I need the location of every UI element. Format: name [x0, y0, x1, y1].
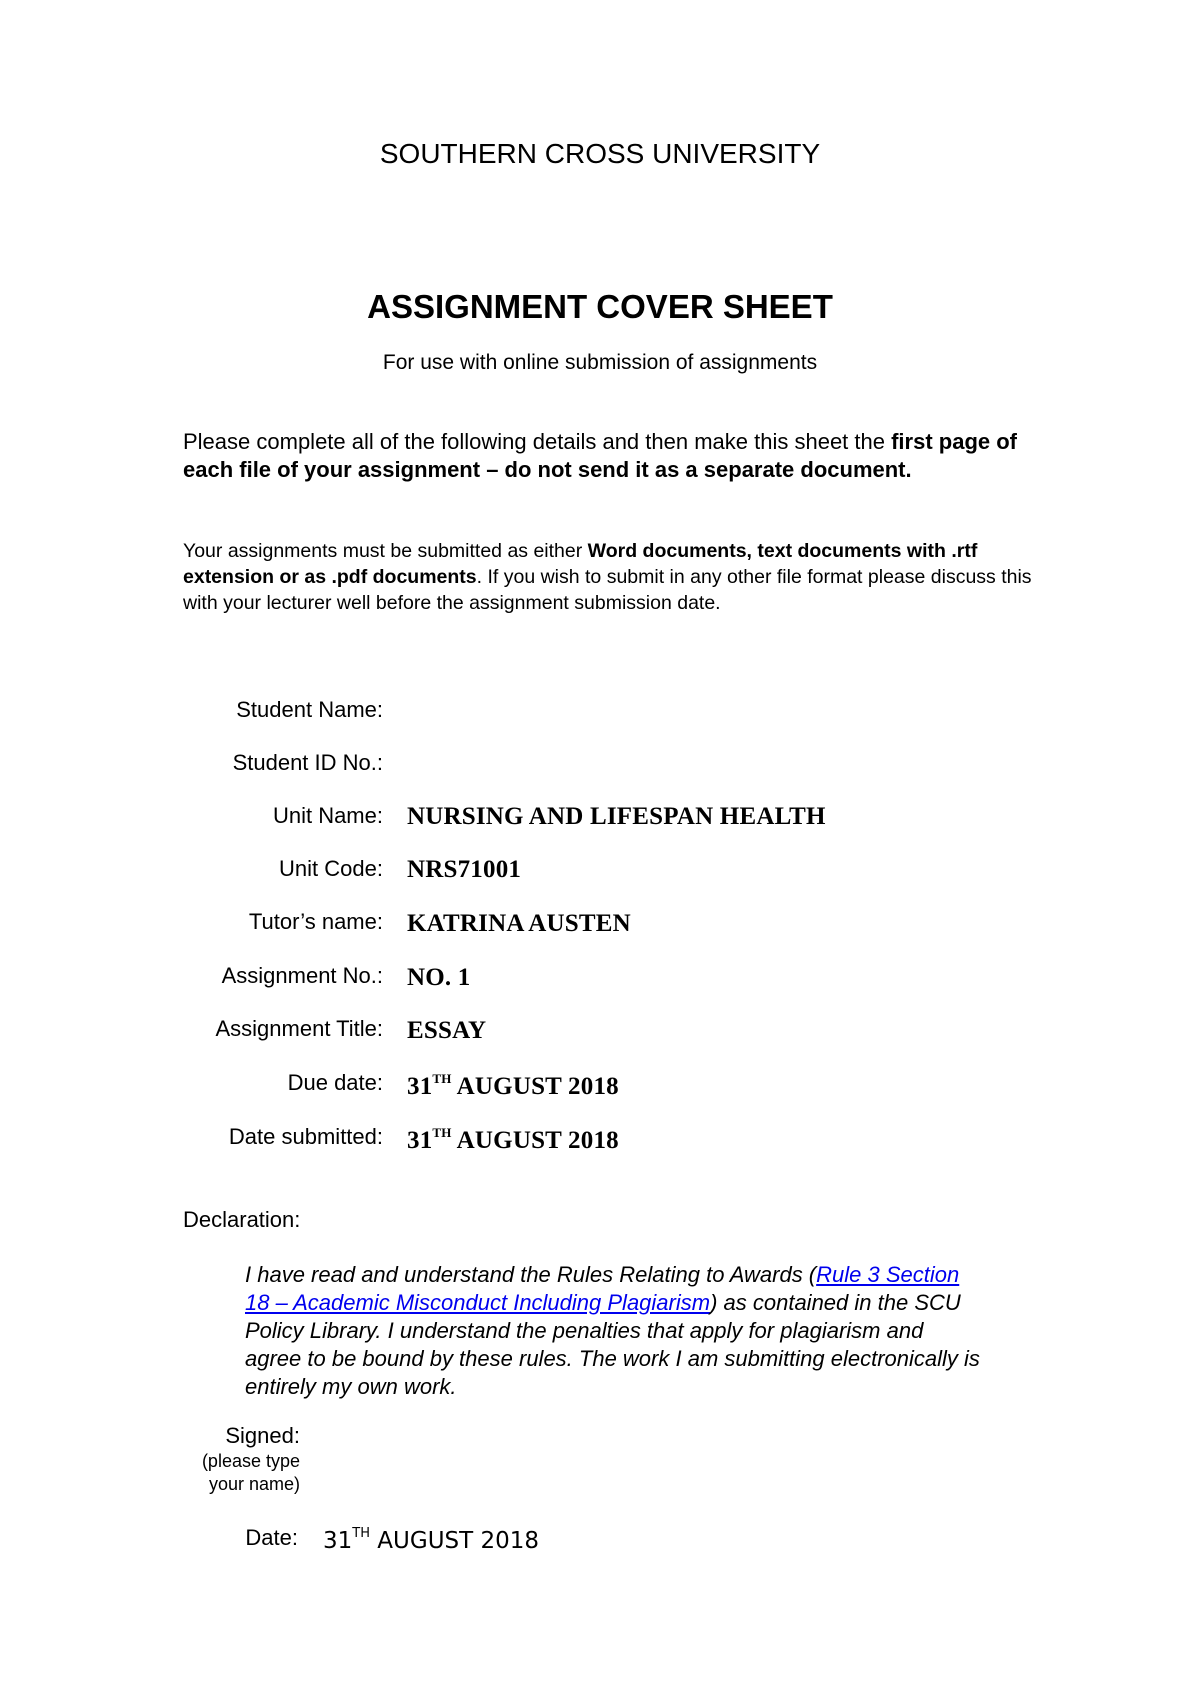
due-date-suffix: TH: [432, 1071, 452, 1086]
instruction-emphasis: first page of each file of your assignment – do not send it as a separate document.: [183, 429, 1017, 482]
unit-name-value: NURSING AND LIFESPAN HEALTH: [407, 803, 826, 830]
unit-name-label: Unit Name:: [272, 803, 383, 828]
assignment-title-label: Assignment Title:: [215, 1016, 383, 1041]
instruction-text: Please complete all of the following details and then make this sheet the: [183, 429, 892, 454]
format-paragraph: [183, 538, 1043, 616]
date-label: Date:: [245, 1525, 298, 1550]
declaration-text-start: I have read and understand the Rules Relating to Awards (: [245, 1262, 817, 1287]
page-title: ASSIGNMENT COVER SHEET: [367, 288, 833, 325]
student-name-label: Student Name:: [236, 697, 383, 722]
date-value: [323, 1526, 539, 1554]
assignment-no-value: NO. 1: [407, 964, 471, 991]
format-emphasis: Word documents, text documents with .rtf extension or as .pdf documents: [183, 540, 978, 588]
tutor-name-label: Tutor’s name:: [248, 909, 383, 934]
format-text-end: . If you wish to submit in any other file format please discuss this with your lecturer well before the assignment submission date.: [183, 566, 1032, 614]
format-text-start: Your assignments must be submitted as either: [183, 540, 588, 562]
signed-hint-line1: (please type: [201, 1451, 300, 1471]
date-submitted-label: Date submitted:: [228, 1124, 383, 1149]
tutor-name-value: KATRINA AUSTEN: [407, 910, 631, 937]
submitted-suffix: TH: [432, 1125, 452, 1140]
due-date-label: Due date:: [287, 1070, 383, 1095]
submitted-month-year: AUGUST 2018: [451, 1127, 619, 1154]
signed-hint-line2: your name): [208, 1474, 300, 1494]
assignment-no-label: Assignment No.:: [221, 963, 383, 988]
due-date-month-year: AUGUST 2018: [451, 1073, 619, 1100]
due-date-day: 31: [407, 1073, 433, 1100]
signed-hint: [160, 1450, 300, 1496]
date-suffix: TH: [352, 1526, 370, 1541]
instruction-paragraph: [183, 428, 1043, 484]
assignment-title-value: ESSAY: [407, 1017, 487, 1044]
university-name: SOUTHERN CROSS UNIVERSITY: [379, 138, 821, 169]
student-id-label: Student ID No.:: [232, 750, 383, 775]
declaration-text-end: ) as contained in the SCU Policy Library. I understand the penalties that apply for plagiarism and agree to be bound by these rules. The work I am submitting electronically is entirely my own work.: [245, 1290, 980, 1399]
date-month-year: AUGUST 2018: [370, 1528, 540, 1554]
unit-code-value: NRS71001: [407, 856, 522, 883]
policy-link[interactable]: Rule 3 Section 18 – Academic Misconduct Including Plagiarism: [245, 1262, 960, 1315]
declaration-label: Declaration:: [183, 1207, 301, 1232]
declaration-text: [245, 1261, 985, 1401]
page-subtitle: For use with online submission of assignments: [382, 351, 818, 374]
submitted-day: 31: [407, 1127, 433, 1154]
unit-code-label: Unit Code:: [279, 856, 383, 881]
due-date-value: [407, 1071, 619, 1101]
signed-label: Signed:: [225, 1423, 300, 1448]
date-day: 31: [323, 1528, 353, 1554]
date-submitted-value: [407, 1125, 619, 1155]
